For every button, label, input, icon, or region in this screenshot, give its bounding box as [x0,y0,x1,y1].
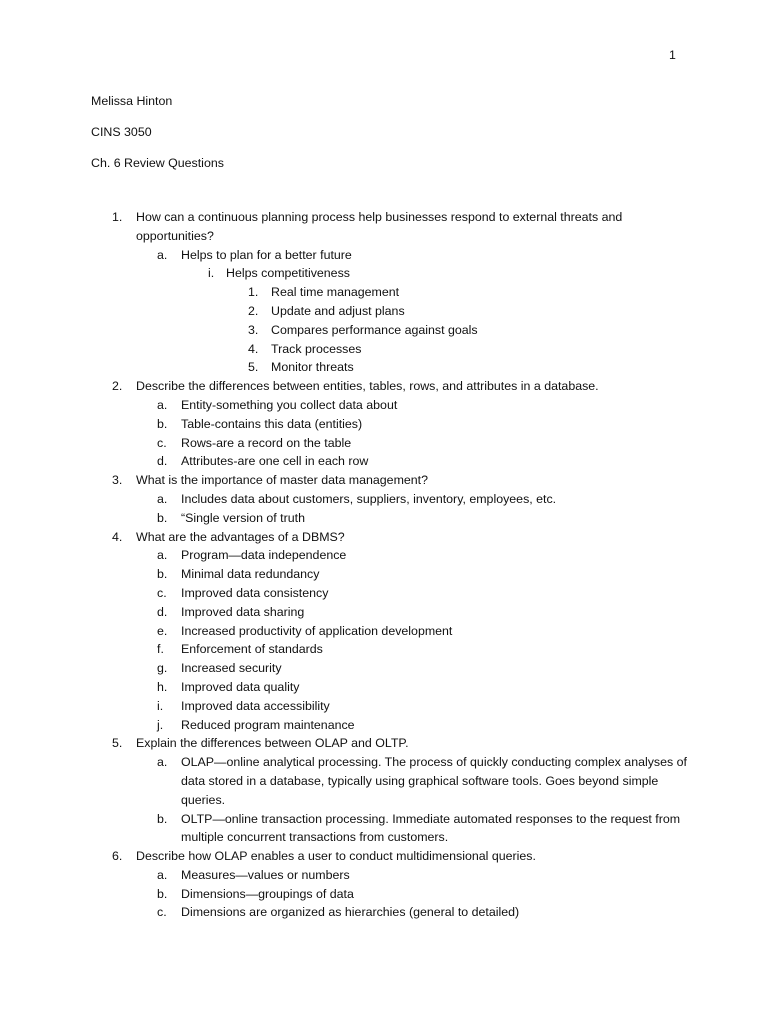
answer-text: Measures—values or numbers [181,867,350,882]
assignment-title: Ch. 6 Review Questions [91,156,224,170]
question-text: Describe how OLAP enables a user to conduct multidimensional queries. [136,849,536,864]
question-list [0,208,768,922]
answer-label: c. [157,905,167,920]
sub-answer-label: i. [208,266,215,281]
author-name: Melissa Hinton [91,94,173,108]
answer-label: d. [157,454,168,469]
detail-label: 1. [248,285,259,300]
detail-text: Update and adjust plans [271,303,405,318]
detail-item [0,358,768,377]
detail-item [0,340,768,359]
detail-text: Monitor threats [271,360,354,375]
answer-item [0,810,691,848]
answer-text: Helps to plan for a better future [181,247,352,262]
answer-label: a. [157,755,168,770]
answer-text: Improved data quality [181,679,300,694]
answer-text: “Single version of truth [181,510,305,525]
detail-text: Real time management [271,285,400,300]
answer-item [0,434,691,453]
question-text: What are the advantages of a DBMS? [136,529,345,544]
answer-label: f. [157,642,164,657]
answer-label: a. [157,397,168,412]
question-text: What is the importance of master data management? [136,473,429,488]
answer-text: Entity-something you collect data about [181,397,398,412]
question-number: 1. [112,210,123,224]
answer-text: Improved data sharing [181,604,305,619]
detail-text: Compares performance against goals [271,322,478,337]
answer-item [0,246,691,265]
answer-text: Program—data independence [181,548,347,563]
answer-item [0,603,691,622]
detail-label: 2. [248,303,259,318]
answer-label: g. [157,661,168,676]
question-2 [0,377,656,396]
answer-item [0,903,691,922]
question-number: 2. [112,379,123,394]
question-number: 3. [112,473,123,488]
question-number: 4. [112,529,123,544]
detail-item [0,321,768,340]
answer-item [0,697,691,716]
answer-label: a. [157,491,168,506]
answer-label: b. [157,510,168,525]
detail-label: 5. [248,360,259,375]
answer-text: Dimensions—groupings of data [181,886,354,901]
detail-item [0,302,768,321]
answer-label: b. [157,567,168,582]
answer-text: OLAP—online analytical processing. The process of quickly conducting complex analyses of data stored in a database, typically using graphical software tools. Goes beyond simple queries. [181,755,687,807]
answer-item [0,885,691,904]
answer-item [0,866,691,885]
question-6 [0,847,656,866]
answer-text: Rows-are a record on the table [181,435,352,450]
question-number: 6. [112,849,123,864]
answer-label: c. [157,585,167,600]
detail-text: Track processes [271,341,362,356]
answer-text: Minimal data redundancy [181,567,320,582]
question-5 [0,734,656,753]
answer-label: j. [157,717,164,732]
detail-item [0,283,768,302]
answer-label: b. [157,886,168,901]
answer-item [0,716,691,735]
question-1 [0,208,656,246]
answer-item [0,622,691,641]
question-text: Describe the differences between entities, tables, rows, and attributes in a database. [136,379,599,394]
answer-text: OLTP—online transaction processing. Immediate automated responses to the request from multiple concurrent transactions from customers. [181,811,681,845]
answer-text: Reduced program maintenance [181,717,355,732]
answer-text: Improved data accessibility [181,698,330,713]
answer-text: Improved data consistency [181,585,329,600]
answer-label: i. [157,698,164,713]
question-3 [0,471,656,490]
answer-label: d. [157,604,168,619]
answer-text: Includes data about customers, suppliers, inventory, employees, etc. [181,491,557,506]
answer-text: Dimensions are organized as hierarchies (general to detailed) [181,905,520,920]
answer-item [0,584,691,603]
answer-text: Table-contains this data (entities) [181,416,363,431]
answer-item [0,490,691,509]
answer-item [0,659,691,678]
document-header [91,92,224,185]
answer-label: a. [157,548,168,563]
page-number: 1 [669,48,676,62]
sub-answer-item [0,264,768,283]
answer-label: b. [157,416,168,431]
answer-item [0,509,691,528]
answer-text: Increased security [181,661,282,676]
answer-item [0,565,691,584]
answer-label: b. [157,811,168,826]
question-text: Explain the differences between OLAP and OLTP. [136,736,409,751]
answer-item [0,678,691,697]
question-text: How can a continuous planning process help businesses respond to external threats and opportunities? [136,210,623,243]
detail-label: 3. [248,322,259,337]
answer-item [0,640,691,659]
course-code: CINS 3050 [91,125,152,139]
answer-text: Increased productivity of application development [181,623,453,638]
question-4 [0,528,656,547]
detail-label: 4. [248,341,259,356]
answer-label: c. [157,435,167,450]
answer-label: a. [157,247,168,262]
answer-text: Attributes-are one cell in each row [181,454,369,469]
answer-item [0,546,691,565]
sub-answer-text: Helps competitiveness [226,266,350,281]
answer-item [0,753,691,809]
answer-text: Enforcement of standards [181,642,323,657]
answer-item [0,415,691,434]
answer-label: e. [157,623,168,638]
question-number: 5. [112,736,123,751]
answer-item [0,452,691,471]
answer-item [0,396,691,415]
answer-label: h. [157,679,168,694]
answer-label: a. [157,867,168,882]
